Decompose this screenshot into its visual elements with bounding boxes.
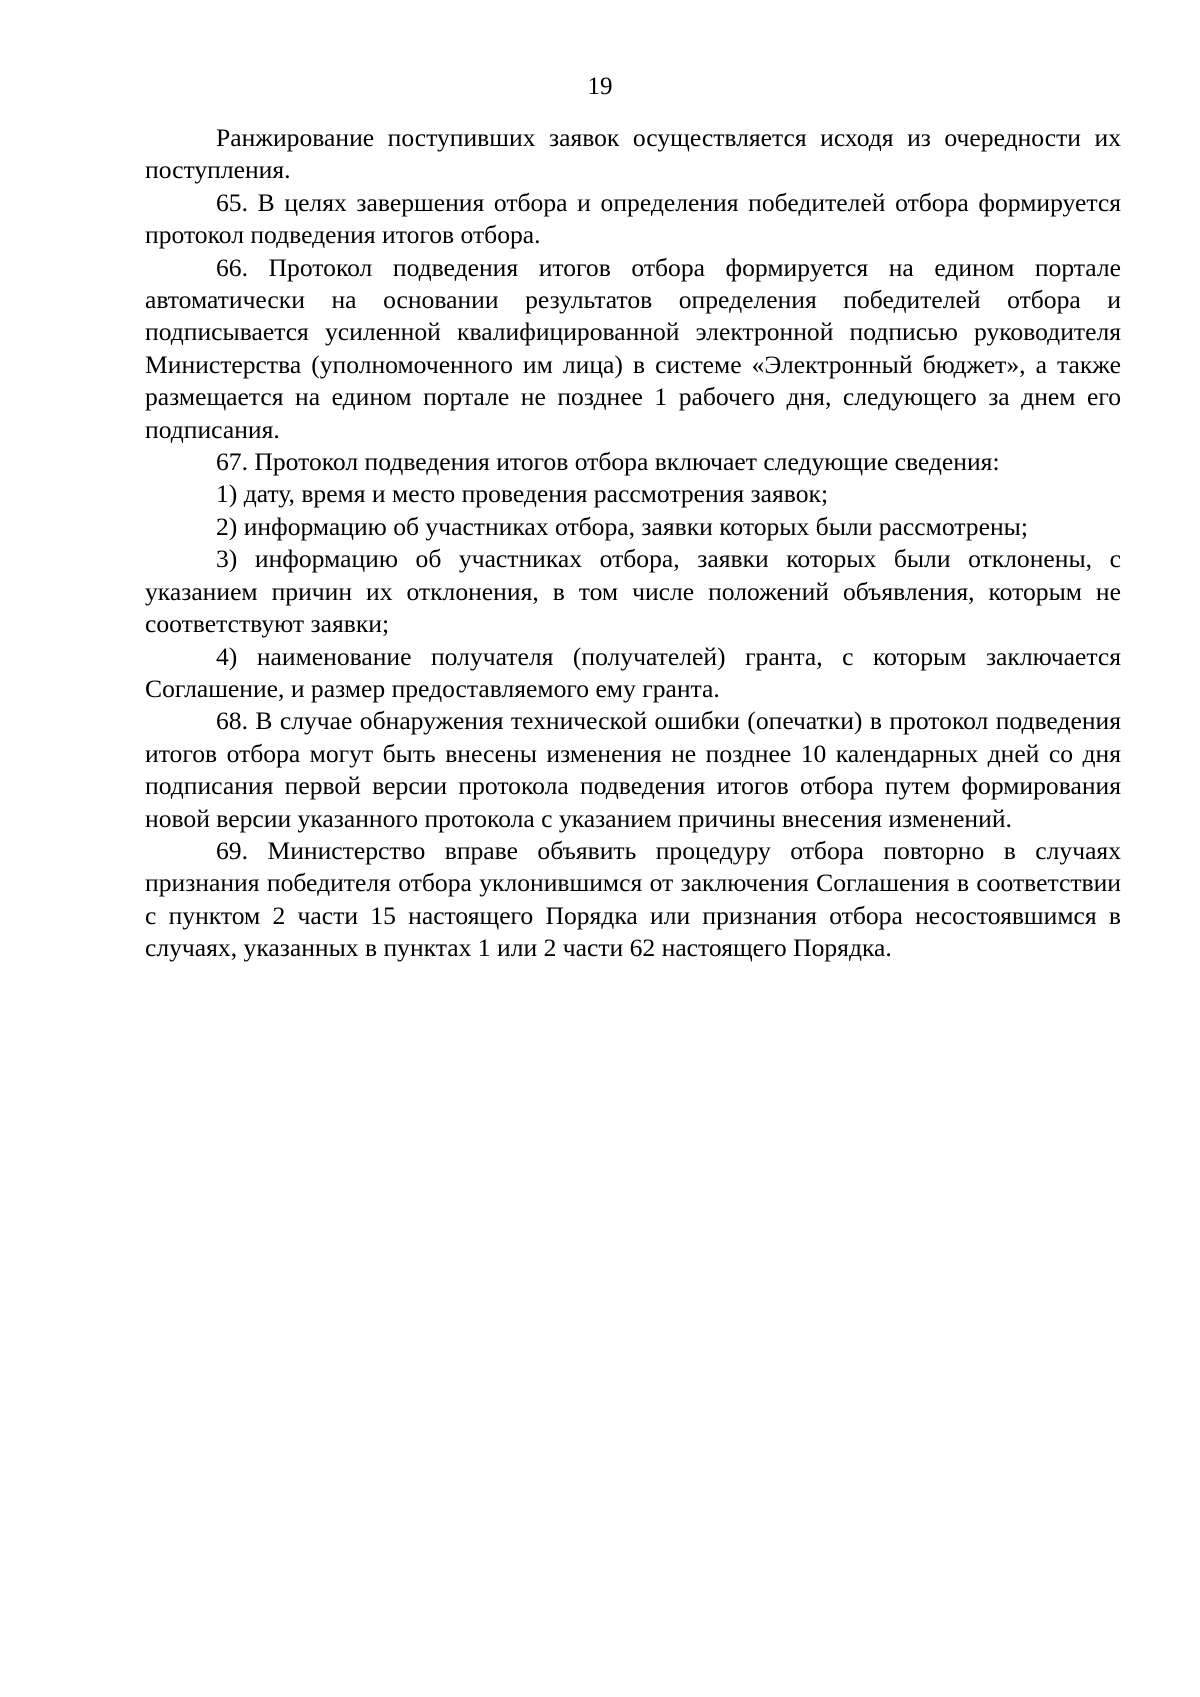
list-item-67-2: 2) информацию об участниках отбора, заявки которых были рассмотрены;: [216, 511, 1028, 541]
paragraph-67: 67. Протокол подведения итогов отбора включает следующие сведения:: [216, 447, 1000, 477]
paragraph-66: 66. Протокол подведения итогов отбора формируется на едином портале автоматически на основании результатов определения победителей отбора и подписывается усиленной квалифицированной электронной подписью руководителя Министерства (уполномоченного им лица) в системе «Электронный бюджет», а также размещается на едином портале не позднее 1 рабочего дня, следующего за днем его подписания.: [145, 252, 1121, 444]
paragraph-ranking: Ранжирование поступивших заявок осуществляется исходя из очередности их поступления.: [145, 123, 1121, 185]
list-item-67-4: 4) наименование получателя (получателей) гранта, с которым заключается Соглашение, и размер предоставляемого ему гранта.: [145, 641, 1121, 703]
document-body: [145, 122, 1121, 965]
list-item-67-3: 3) информацию об участниках отбора, заявки которых были отклонены, с указанием причин их отклонения, в том числе положений объявления, которым не соответствуют заявки;: [145, 544, 1121, 639]
paragraph-65: 65. В целях завершения отбора и определения победителей отбора формируется протокол подведения итогов отбора.: [145, 187, 1121, 250]
paragraph-69: 69. Министерство вправе объявить процедуру отбора повторно в случаях признания победителя отбора уклонившимся от заключения Соглашения в соответствии с пунктом 2 части 15 настоящего Порядка или признания отбора несостоявшимся в случаях, указанных в пунктах 1 или 2 части 62 настоящего Порядка.: [145, 835, 1121, 963]
page-number: 19: [587, 73, 613, 100]
paragraph-68: 68. В случае обнаружения технической ошибки (опечатки) в протокол подведения итогов отбора могут быть внесены изменения не позднее 10 календарных дней со дня подписания первой версии протокола подведения итогов отбора путем формирования новой версии указанного протокола с указанием причины внесения изменений.: [145, 706, 1121, 833]
list-item-67-1: 1) дату, время и место проведения рассмотрения заявок;: [216, 479, 829, 509]
